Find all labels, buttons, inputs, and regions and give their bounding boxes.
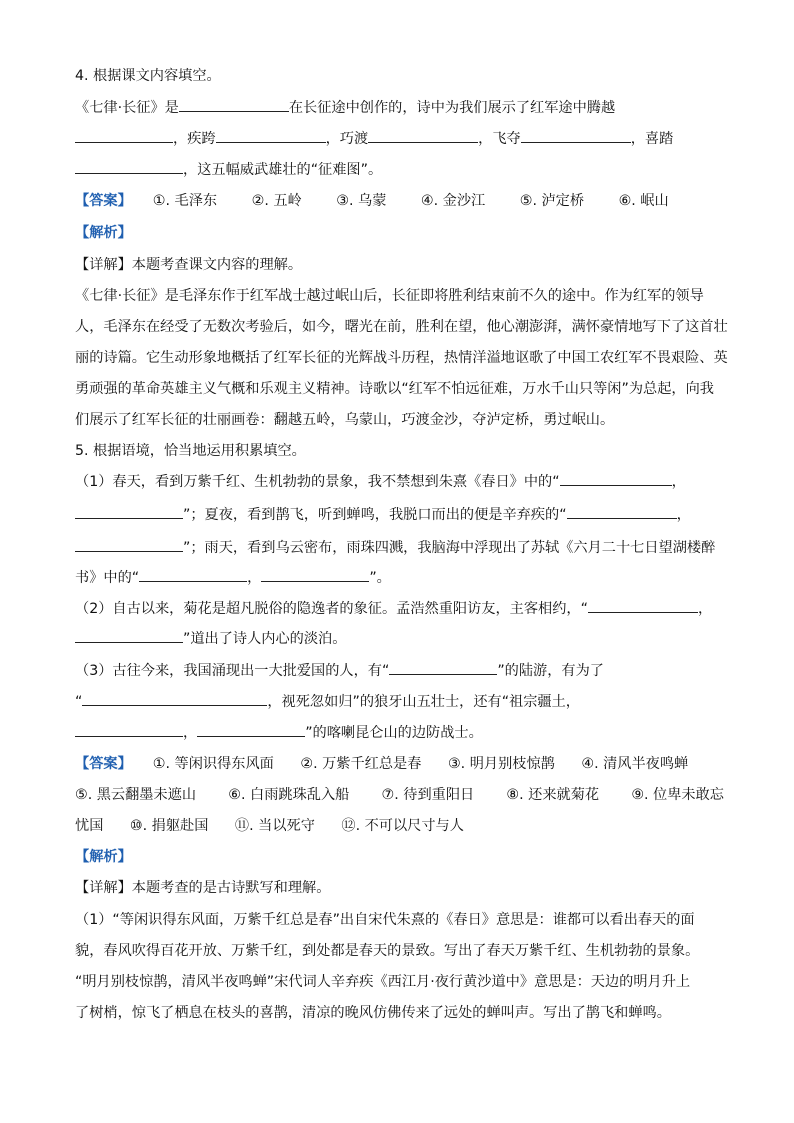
q4-title: 4. 根据课文内容填空。 — [75, 68, 221, 84]
answer-item: ③. 明月别枝惊鹊 — [447, 756, 555, 772]
q5-p2-line1: （2）自古以来，菊花是超凡脱俗的隐逸者的象征。孟浩然重阳访友，主客相约，“ ， — [75, 597, 724, 621]
blank-16[interactable] — [82, 690, 267, 706]
blank-13[interactable] — [588, 597, 698, 613]
answer-item: ③. 乌蒙 — [336, 193, 387, 209]
q5-answer-row-1 — [75, 752, 724, 776]
explanation-line: “明月别枝惊鹊，清风半夜鸣蝉”宋代词人辛弃疾《西江月·夜行黄沙道中》意思是：天边的明月升上 — [75, 974, 691, 990]
answer-item: ④. 金沙江 — [420, 193, 486, 209]
answer-item: ⑪. 当以死守 — [234, 818, 315, 834]
blank-1[interactable] — [179, 96, 289, 112]
answer-item: 忧国 — [75, 818, 104, 834]
explanation-line: 貌，春风吹得百花开放、万紫千红，到处都是春天的景致。写出了春天万紫千红、生机勃勃的景象。 — [75, 943, 700, 959]
detail-text: 【详解】本题考查的是古诗默写和理解。 — [75, 880, 331, 896]
q5-p1-line2: ”；夏夜，看到鹊飞，听到蝉鸣，我脱口而出的便是辛弃疾的“ ， — [75, 503, 724, 527]
answer-item: ①. 等闲识得东风面 — [152, 756, 274, 772]
answer-item: ②. 五岭 — [251, 193, 302, 209]
blank-6[interactable] — [75, 158, 183, 174]
q5-title: 5. 根据语境，恰当地运用积累填空。 — [75, 443, 306, 459]
answer-item: ⑫. 不可以尺寸与人 — [341, 818, 464, 834]
explanation-line: 丽的诗篇。它生动形象地概括了红军长征的光辉战斗历程，热情洋溢地讴歌了中国工农红军不畏艰险、英 — [75, 350, 728, 366]
answer-item: ⑩. 捐躯赴国 — [129, 818, 209, 834]
q4-line-1: 《七律·长征》是 在长征途中创作的，诗中为我们展示了红军途中腾越 — [75, 96, 724, 120]
analysis-label: 【解析】 — [75, 225, 132, 241]
explanation-line: （1）“等闲识得东风面，万紫千红总是春”出自宋代朱熹的《春日》意思是：谁都可以看出春天的面 — [75, 912, 695, 928]
blank-4[interactable] — [368, 127, 478, 143]
blank-15[interactable] — [389, 659, 497, 675]
answer-item: ②. 万紫千红总是春 — [300, 756, 422, 772]
detail-text: 【详解】本题考查课文内容的理解。 — [75, 257, 303, 273]
answer-item: ⑥. 岷山 — [618, 193, 669, 209]
answer-item: ⑨. 位卑未敢忘 — [631, 787, 724, 803]
blank-3[interactable] — [216, 127, 326, 143]
q5-p1-line3: ”；雨天，看到乌云密布，雨珠四溅，我脑海中浮现出了苏轼《六月二十七日望湖楼醉 — [75, 536, 724, 560]
q5-p2-line2: ”道出了诗人内心的淡泊。 — [75, 627, 724, 651]
explanation-line: 勇顽强的革命英雄主义气概和乐观主义精神。诗歌以“红军不怕远征难，万水千山只等闲”为总起，向我 — [75, 381, 714, 397]
q5-p1-line1: （1）春天，看到万紫千红、生机勃勃的景象，我不禁想到朱熹《春日》中的“ ， — [75, 470, 724, 494]
q5-answer-row-3 — [75, 814, 724, 838]
blank-9[interactable] — [567, 503, 677, 519]
q4-answer-row — [75, 189, 724, 213]
answer-item: ⑤. 泸定桥 — [519, 193, 585, 209]
q4-line-3: ，这五幅威武雄壮的“征难图”。 — [75, 158, 724, 182]
analysis-label: 【解析】 — [75, 849, 132, 865]
answer-item: ⑦. 待到重阳日 — [381, 787, 475, 803]
q4-line-2: ，疾跨 ，巧渡 ，飞夺 ，喜踏 — [75, 127, 724, 151]
blank-17[interactable] — [75, 721, 183, 737]
answer-item: ①. 毛泽东 — [152, 193, 218, 209]
answer-label: 【答案】 — [75, 193, 132, 209]
blank-7[interactable] — [560, 470, 672, 486]
explanation-line: 《七律·长征》是毛泽东作于红军战士越过岷山后，长征即将胜利结束前不久的途中。作为红军的领导 — [75, 288, 704, 304]
answer-label: 【答案】 — [75, 756, 132, 772]
answer-item: ⑤. 黑云翻墨未遮山 — [75, 787, 197, 803]
blank-12[interactable] — [261, 566, 369, 582]
blank-5[interactable] — [521, 127, 631, 143]
blank-8[interactable] — [75, 503, 183, 519]
blank-14[interactable] — [75, 627, 183, 643]
answer-item: ④. 清风半夜鸣蝉 — [581, 756, 689, 772]
explanation-line: 人，毛泽东在经受了无数次考验后，如今，曙光在前，胜利在望，他心潮澎湃，满怀豪情地写下了这首壮 — [75, 319, 728, 335]
blank-11[interactable] — [139, 566, 247, 582]
explanation-line: 们展示了红军长征的壮丽画卷：翻越五岭，乌蒙山，巧渡金沙，夺泸定桥，勇过岷山。 — [75, 412, 615, 428]
answer-item: ⑧. 还来就菊花 — [506, 787, 600, 803]
blank-2[interactable] — [75, 127, 173, 143]
q5-p3-line2: “ ，视死忽如归”的狼牙山五壮士，还有“祖宗疆土， — [75, 690, 724, 714]
answer-item: ⑥. 白雨跳珠乱入船 — [228, 787, 350, 803]
q5-p1-line4: 书》中的“ ， ”。 — [75, 566, 724, 590]
q5-p3-line3: ， ”的喀喇昆仑山的边防战士。 — [75, 721, 724, 745]
blank-18[interactable] — [197, 721, 305, 737]
q5-p3-line1: （3）古往今来，我国涌现出一大批爱国的人，有“ ”的陆游，有为了 — [75, 659, 724, 683]
explanation-line: 了树梢，惊飞了栖息在枝头的喜鹊，清凉的晚风仿佛传来了远处的蝉叫声。写出了鹊飞和蝉鸣。 — [75, 1005, 671, 1021]
blank-10[interactable] — [75, 536, 183, 552]
q5-answer-row-2 — [75, 783, 724, 807]
